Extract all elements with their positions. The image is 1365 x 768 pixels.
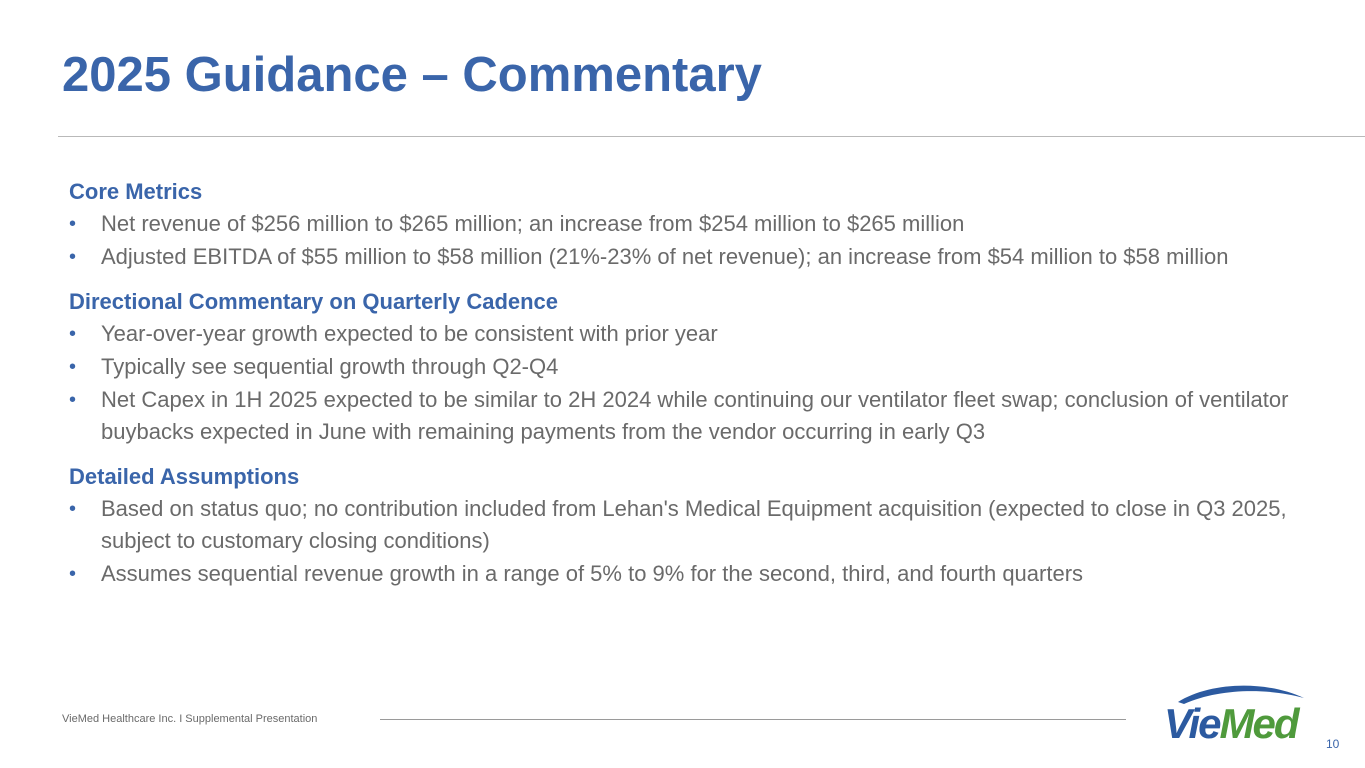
section-quarterly-cadence <box>69 287 1299 448</box>
bullet-icon: • <box>69 389 77 411</box>
bullet-icon: • <box>69 323 77 345</box>
bullet-text: Typically see sequential growth through Q2-Q4 <box>101 354 559 379</box>
bullet-text: Adjusted EBITDA of $55 million to $58 million (21%-23% of net revenue); an increase from $54 million to $58 million <box>101 244 1229 269</box>
section-core-metrics <box>69 177 1299 273</box>
bullet-list <box>69 493 1299 590</box>
section-heading: Core Metrics <box>69 179 203 204</box>
footer-text: VieMed Healthcare Inc. I Supplemental Presentation <box>62 713 318 725</box>
bullet-text: Year-over-year growth expected to be consistent with prior year <box>101 321 718 346</box>
bullet-icon: • <box>69 356 77 378</box>
bullet-icon: • <box>69 213 77 235</box>
bullet-icon: • <box>69 246 77 268</box>
slide-content <box>69 177 1299 604</box>
viemed-logo <box>1160 680 1310 744</box>
section-detailed-assumptions <box>69 462 1299 590</box>
bullet-item <box>69 384 1299 448</box>
logo-text-vie: Vie <box>1164 700 1220 744</box>
bullet-text: Based on status quo; no contribution included from Lehan's Medical Equipment acquisition (expected to close in Q3 2025, subject to customary closing conditions) <box>101 496 1287 553</box>
bullet-list <box>69 318 1299 448</box>
section-heading: Directional Commentary on Quarterly Cadence <box>69 289 559 314</box>
bullet-item <box>69 241 1299 273</box>
bullet-icon: • <box>69 498 77 520</box>
page-number: 10 <box>1326 737 1340 751</box>
slide-title: 2025 Guidance – Commentary <box>62 48 762 102</box>
bullet-text: Net revenue of $256 million to $265 million; an increase from $254 million to $265 million <box>101 211 965 236</box>
logo-text <box>1164 700 1301 744</box>
bullet-item <box>69 351 1299 383</box>
footer-divider <box>380 719 1126 720</box>
bullet-text: Net Capex in 1H 2025 expected to be similar to 2H 2024 while continuing our ventilator fleet swap; conclusion of ventilator buybacks expected in June with remaining payments from the vendor occurring in early Q3 <box>101 387 1289 444</box>
bullet-item <box>69 318 1299 350</box>
bullet-list <box>69 208 1299 273</box>
bullet-item <box>69 493 1299 557</box>
title-divider <box>58 136 1365 137</box>
logo-text-med: Med <box>1219 700 1298 744</box>
bullet-item <box>69 558 1299 590</box>
section-heading: Detailed Assumptions <box>69 464 300 489</box>
bullet-icon: • <box>69 563 77 585</box>
bullet-item <box>69 208 1299 240</box>
bullet-text: Assumes sequential revenue growth in a range of 5% to 9% for the second, third, and fourth quarters <box>101 561 1084 586</box>
